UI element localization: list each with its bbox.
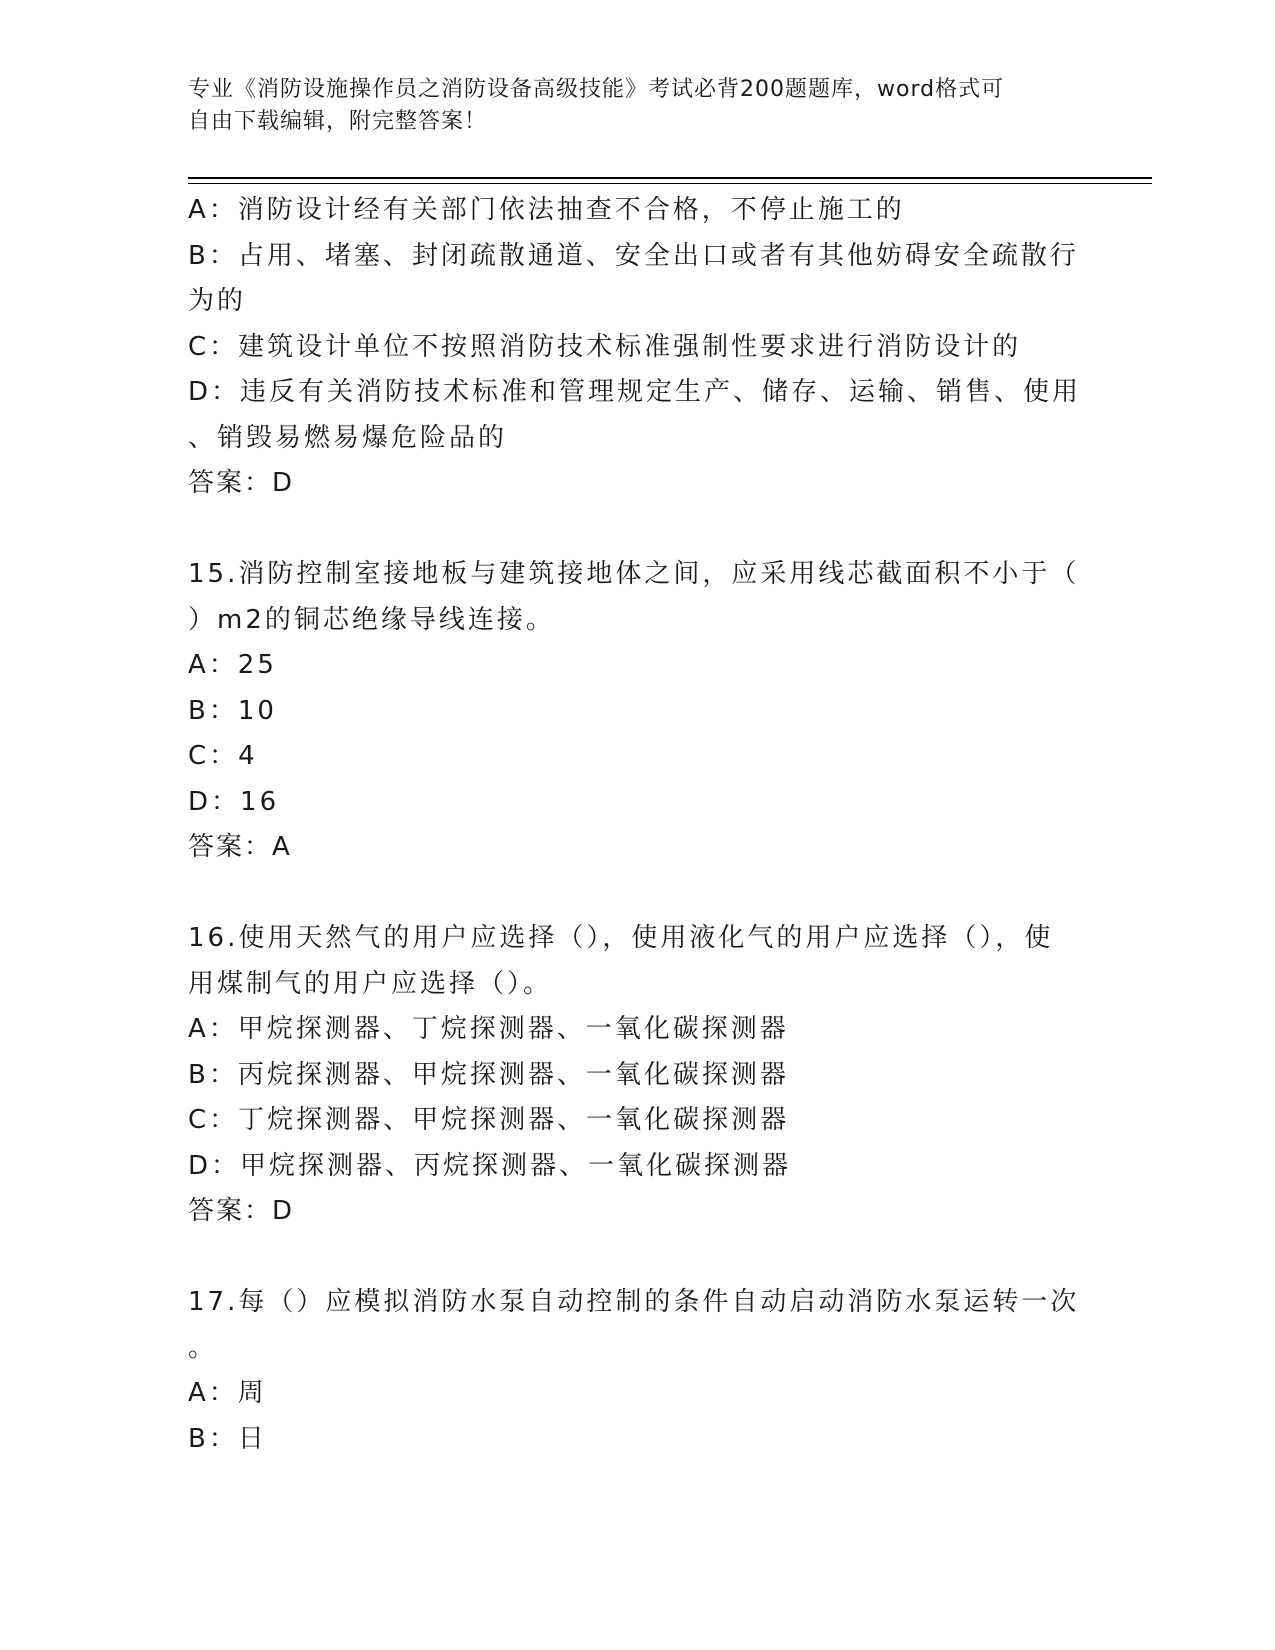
- option-b-continued: 为的: [188, 286, 247, 316]
- option-d: D：16: [188, 786, 280, 817]
- answer-14: 答案：D: [188, 468, 295, 498]
- question-15-stem-continued: ）m2的铜芯绝缘导线连接。: [188, 604, 555, 635]
- option-a: A：消防设计经有关部门依法抽查不合格，不停止施工的: [188, 195, 905, 225]
- header-line-1: 专业《消防设施操作员之消防设备高级技能》考试必背200题题库，word格式可: [188, 77, 1005, 102]
- option-c: C：建筑设计单位不按照消防技术标准强制性要求进行消防设计的: [188, 331, 1022, 362]
- option-a: A：甲烷探测器、丁烷探测器、一氧化碳探测器: [188, 1014, 789, 1044]
- question-16: [188, 916, 1088, 1235]
- spacer: [188, 507, 1088, 553]
- option-b: B：10: [188, 695, 277, 726]
- option-a: A：25: [188, 650, 277, 680]
- spacer: [188, 871, 1088, 917]
- answer-15: 答案：A: [188, 832, 292, 862]
- option-d: D：甲烷探测器、丙烷探测器、一氧化碳探测器: [188, 1150, 792, 1181]
- question-16-stem: 16.使用天然气的用户应选择（），使用液化气的用户应选择（），使: [188, 923, 1054, 953]
- question-15: [188, 552, 1088, 871]
- spacer: [188, 1235, 1088, 1281]
- answer-16: 答案：D: [188, 1196, 295, 1226]
- header-rule-thin: [188, 183, 1152, 184]
- question-14-options: [188, 188, 1088, 507]
- header-rule-thick: [188, 177, 1152, 179]
- option-b: B：占用、堵塞、封闭疏散通道、安全出口或者有其他妨碍安全疏散行: [188, 240, 1079, 271]
- question-16-stem-continued: 用煤制气的用户应选择（）。: [188, 968, 553, 999]
- option-b: B：丙烷探测器、甲烷探测器、一氧化碳探测器: [188, 1059, 789, 1090]
- question-17-stem: 17.每（）应模拟消防水泵自动控制的条件自动启动消防水泵运转一次: [188, 1287, 1080, 1317]
- option-c: C：丁烷探测器、甲烷探测器、一氧化碳探测器: [188, 1105, 790, 1135]
- question-17-stem-continued: 。: [188, 1332, 218, 1363]
- question-17: [188, 1280, 1088, 1462]
- header-line-2: 自由下载编辑，附完整答案！: [188, 109, 488, 134]
- option-d: D：违反有关消防技术标准和管理规定生产、储存、运输、销售、使用: [188, 377, 1082, 407]
- option-b: B：日: [188, 1423, 267, 1454]
- question-list: [188, 188, 1088, 1462]
- option-a: A：周: [188, 1378, 267, 1408]
- question-15-stem: 15.消防控制室接地板与建筑接地体之间，应采用线芯截面积不小于（: [188, 559, 1080, 589]
- document-header: [188, 74, 1068, 138]
- option-d-continued: 、销毁易燃易爆危险品的: [188, 422, 508, 453]
- option-c: C：4: [188, 741, 258, 771]
